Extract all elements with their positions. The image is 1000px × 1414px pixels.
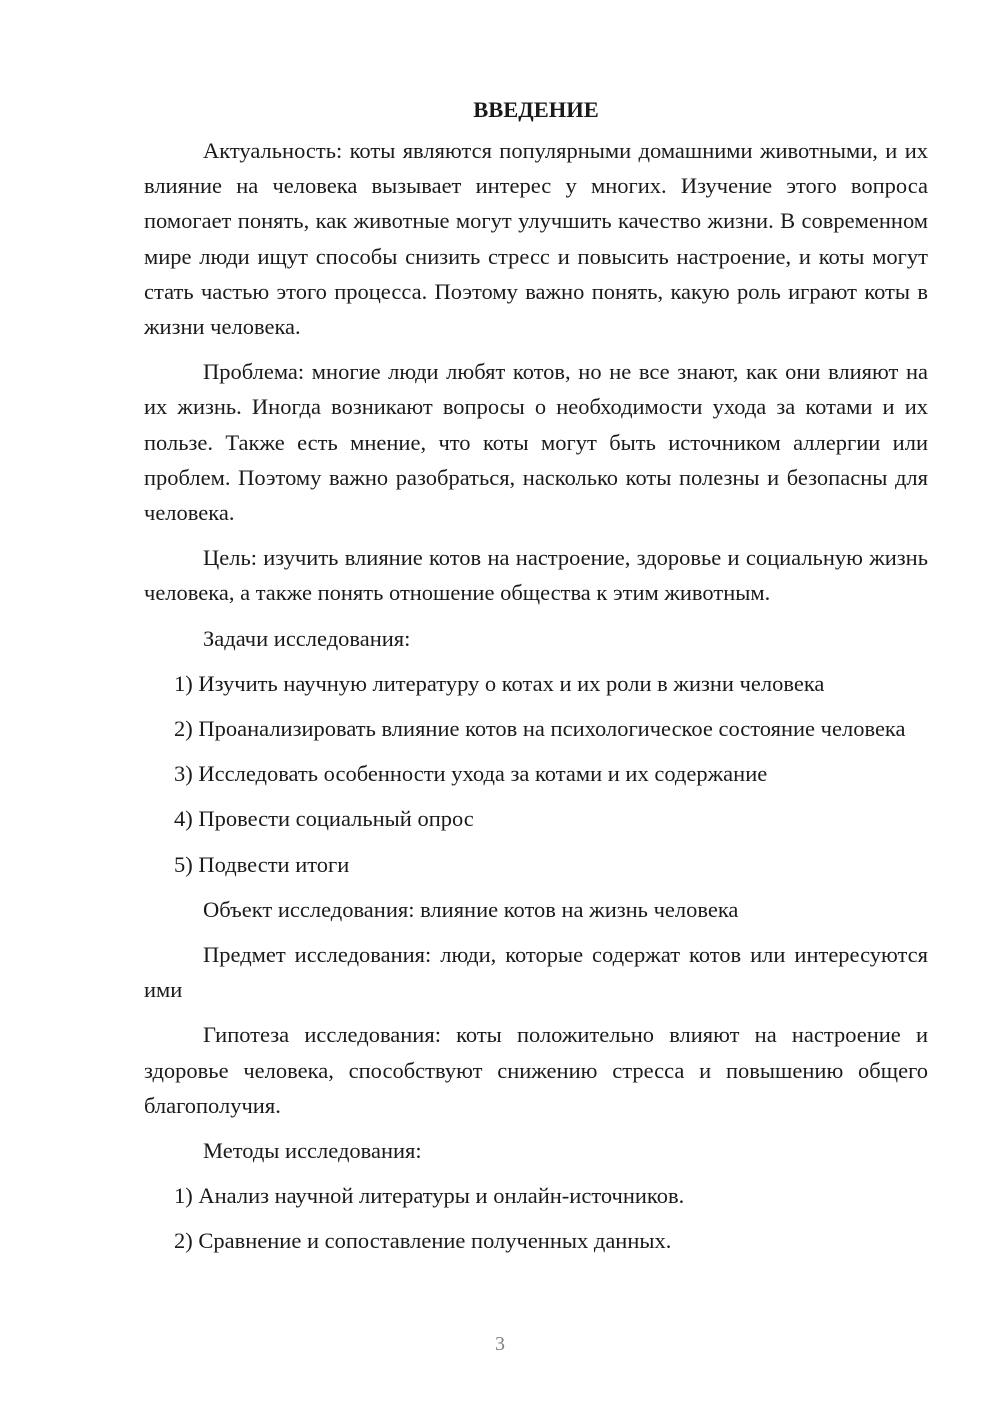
task-item: 4) Провести социальный опрос [174, 806, 474, 832]
paragraph-relevance: Актуальность: коты являются популярными домашними животными, и их влияние на человека вызывает интерес у многих. Изучение этого вопроса помогает понять, как животные могут улучшить качество жизни. В современном мире люди ищут способы снизить стресс и повысить настроение, и коты могут стать частью этого процесса. Поэтому важно понять, какую роль играют коты в жизни человека. [144, 138, 928, 340]
tasks-heading: Задачи исследования: [203, 625, 411, 651]
paragraph-problem: Проблема: многие люди любят котов, но не все знают, как они влияют на их жизнь. Иногда возникают вопросы о необходимости ухода за котами и их пользе. Также есть мнение, что коты могут быть источником аллергии или проблем. Поэтому важно разобраться, насколько коты полезны и безопасны для человека. [144, 359, 928, 526]
method-item: 2) Сравнение и сопоставление полученных данных. [174, 1228, 672, 1254]
paragraph-subject: Предмет исследования: люди, которые содержат котов или интересуются ими [144, 942, 928, 1003]
task-item: 3) Исследовать особенности ухода за котами и их содержание [174, 761, 768, 787]
task-item: 1) Изучить научную литературу о котах и их роли в жизни человека [174, 670, 825, 696]
task-item: 2) Проанализировать влияние котов на психологическое состояние человека [174, 716, 906, 742]
task-item: 5) Подвести итоги [174, 851, 350, 877]
paragraph-hypothesis: Гипотеза исследования: коты положительно влияют на настроение и здоровье человека, способствуют снижению стресса и повышению общего благополучия. [144, 1022, 928, 1118]
document-page [144, 92, 928, 1269]
paragraph-goal: Цель: изучить влияние котов на настроение, здоровье и социальную жизнь человека, а также понять отношение общества к этим животным. [144, 545, 928, 606]
paragraph-object: Объект исследования: влияние котов на жизнь человека [203, 896, 739, 922]
methods-heading: Методы исследования: [203, 1138, 422, 1164]
method-item: 1) Анализ научной литературы и онлайн-источников. [174, 1183, 685, 1209]
section-title: ВВЕДЕНИЕ [473, 97, 599, 122]
page-number: 3 [495, 1333, 505, 1355]
